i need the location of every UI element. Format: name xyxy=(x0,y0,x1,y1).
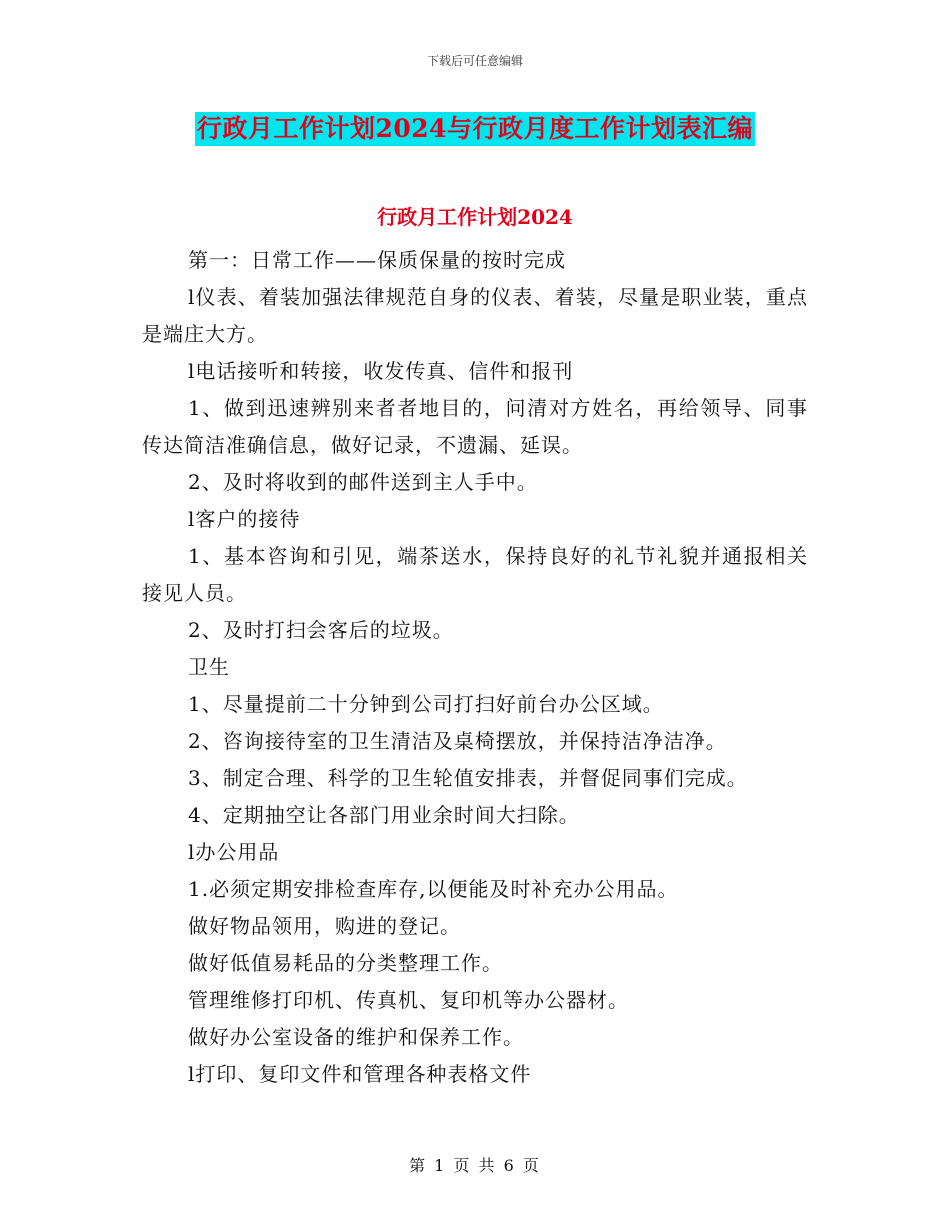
paragraph: 2、及时将收到的邮件送到主人手中。 xyxy=(188,470,538,494)
document-title-text: 行政月工作计划2024与行政月度工作计划表汇编 xyxy=(195,112,755,146)
paragraph: l办公用品 xyxy=(188,840,280,864)
paragraph: 卫生 xyxy=(188,655,230,679)
paragraph: 管理维修打印机、传真机、复印机等办公器材。 xyxy=(188,988,629,1012)
paragraph: l电话接听和转接，收发传真、信件和报刊 xyxy=(188,359,574,383)
paragraph: 做好低值易耗品的分类整理工作。 xyxy=(188,951,503,975)
page-number-footer: 第 1 页 共 6 页 xyxy=(409,1156,541,1175)
paragraph: 2、咨询接待室的卫生清洁及桌椅摆放，并保持洁净洁净。 xyxy=(188,729,727,753)
paragraph: l打印、复印文件和管理各种表格文件 xyxy=(188,1062,532,1086)
paragraph: l仪表、着装加强法律规范自身的仪表、着装，尽量是职业装，重点是端庄大方。 xyxy=(142,285,808,346)
paragraph: 2、及时打扫会客后的垃圾。 xyxy=(188,618,454,642)
paragraph: 1、做到迅速辨别来者者地目的，问清对方姓名，再给领导、同事传达简洁准确信息，做好记录，不遗漏、延误。 xyxy=(142,396,808,457)
paragraph: 3、制定合理、科学的卫生轮值安排表，并督促同事们完成。 xyxy=(188,766,748,790)
paragraph: l客户的接待 xyxy=(188,507,301,531)
paragraph: 第一：日常工作——保质保量的按时完成 xyxy=(188,248,566,272)
document-body xyxy=(142,242,808,1093)
header-note: 下载后可任意编辑 xyxy=(426,54,523,68)
paragraph: 1、尽量提前二十分钟到公司打扫好前台办公区域。 xyxy=(188,692,664,716)
paragraph: 4、定期抽空让各部门用业余时间大扫除。 xyxy=(188,803,580,827)
paragraph: 做好办公室设备的维护和保养工作。 xyxy=(188,1025,524,1049)
section-title: 行政月工作计划2024 xyxy=(377,205,573,229)
paragraph: 1、基本咨询和引见，端茶送水，保持良好的礼节礼貌并通报相关接见人员。 xyxy=(142,544,808,605)
document-title xyxy=(0,112,950,146)
paragraph: 做好物品领用，购进的登记。 xyxy=(188,914,461,938)
paragraph: 1.必须定期安排检查库存,以便能及时补充办公用品。 xyxy=(188,877,679,901)
